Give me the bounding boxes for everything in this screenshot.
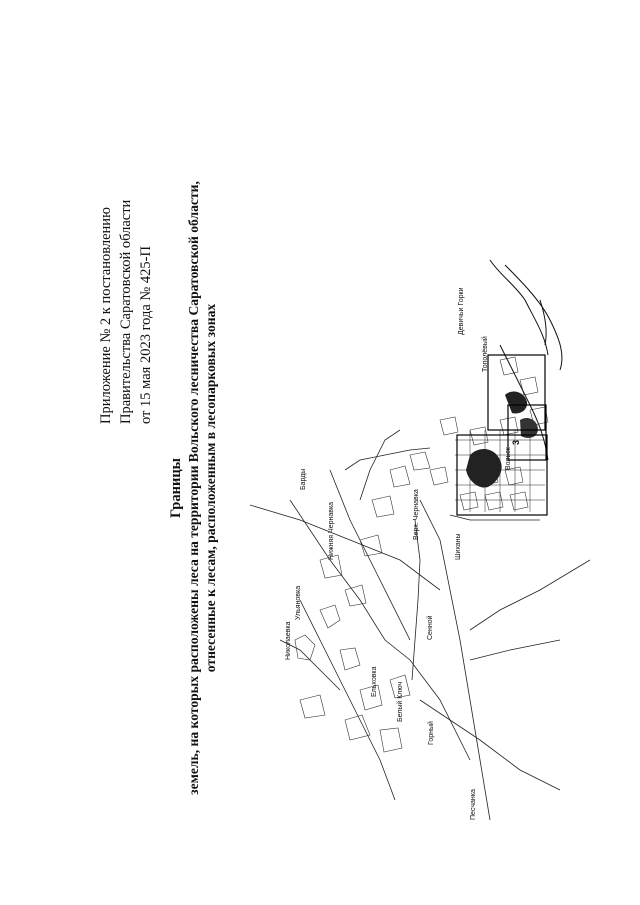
appendix-line-2: Правительства Саратовской области xyxy=(118,199,134,424)
title-line-1: земель, на которых расположены леса на территории Вольского лесничества Саратовской области, xyxy=(186,181,201,795)
label-zone-number: 3 xyxy=(511,439,521,445)
label-topolevy: Тополёвый xyxy=(482,336,489,372)
city-area-volsk xyxy=(466,391,538,487)
title-heading: Границы xyxy=(168,458,184,519)
appendix-line-3: от 15 мая 2023 года № 425-П xyxy=(138,246,154,424)
appendix-line-1: Приложение № 2 к постановлению xyxy=(98,207,114,424)
label-gorny: Горный xyxy=(428,721,435,745)
label-nizhnyaya-chernavka: Нижняя Чернавка xyxy=(328,501,335,560)
zone-frames xyxy=(457,355,547,515)
label-barduy: Барды xyxy=(300,468,307,490)
label-sennoy: Сенной xyxy=(427,615,434,640)
label-shikhany: Шиханы xyxy=(455,533,462,560)
label-nikolaevka: Николаевка xyxy=(285,621,292,660)
label-elkhovka: Ельховка xyxy=(371,666,378,697)
label-bely-klyuch: Белый Ключ xyxy=(397,681,404,722)
place-labels xyxy=(285,287,521,820)
label-pischanka: Песчанка xyxy=(470,789,477,820)
title-line-2: отнесенные к лесам, расположенным в лесопарковых зонах xyxy=(203,303,218,673)
label-ulyanovka: Ульяновка xyxy=(295,585,302,620)
label-devichi-gory: Девичьи Горки xyxy=(458,287,465,335)
label-volsk: Вольск xyxy=(505,447,512,470)
label-verkh-chernavka: Верх. Чернавка xyxy=(413,489,420,540)
